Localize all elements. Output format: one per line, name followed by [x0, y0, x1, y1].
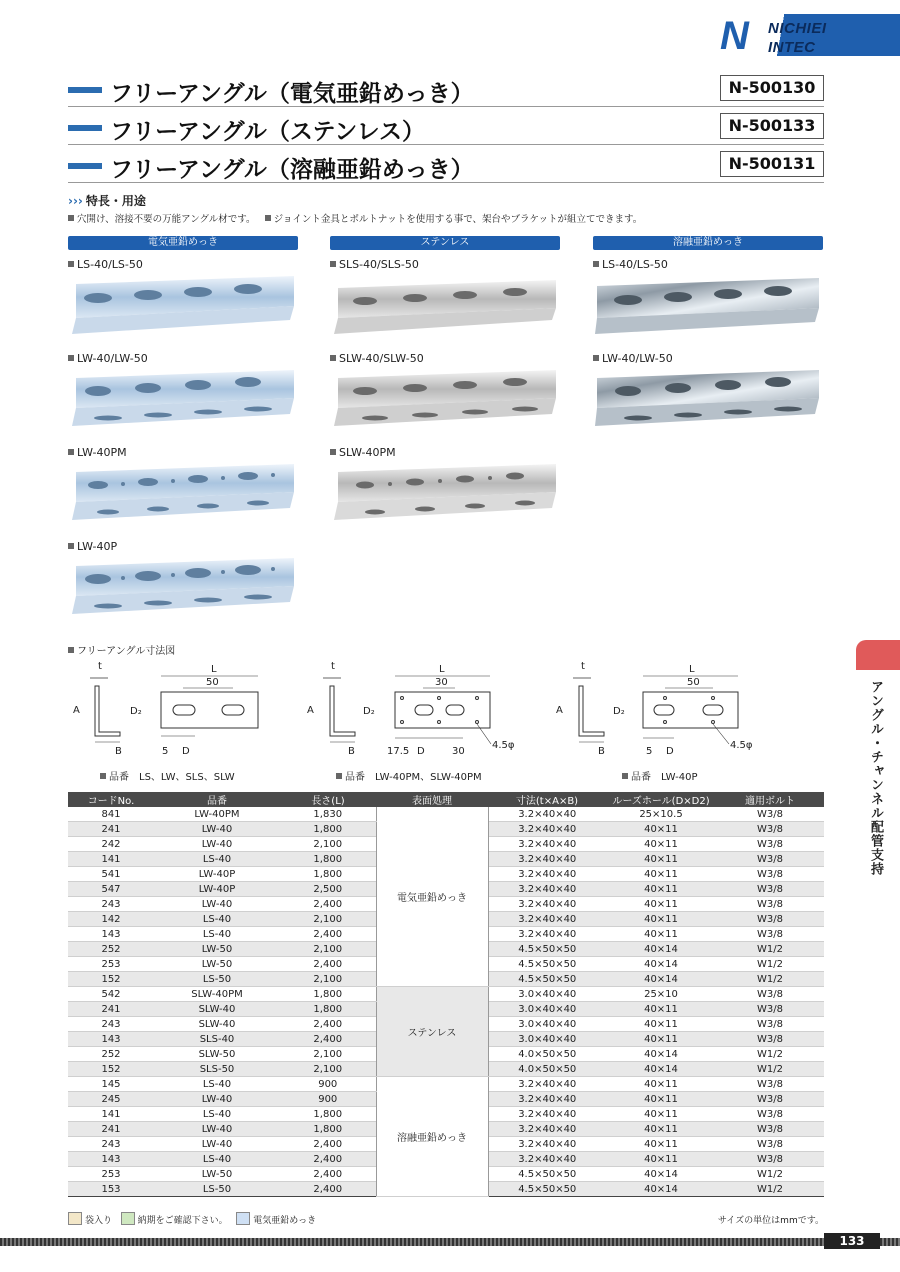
product-label: LS-40/LS-50 — [593, 258, 668, 271]
loose-hole-cell: 40×11 — [606, 837, 716, 852]
category-stainless: ステンレス — [330, 236, 560, 250]
size-cell: 3.2×40×40 — [488, 852, 606, 867]
catalog-code: N-500131 — [720, 151, 824, 177]
loose-hole-cell: 40×14 — [606, 1047, 716, 1062]
dim-label: 50 — [206, 677, 219, 688]
dim-label: B — [598, 746, 605, 757]
length-cell: 1,800 — [280, 867, 376, 882]
loose-hole-cell: 40×11 — [606, 1107, 716, 1122]
dim-label: L — [211, 664, 217, 675]
dim-label: B — [115, 746, 122, 757]
dimension-section-label: フリーアングル寸法図 — [68, 642, 175, 657]
part-number-cell: LS-40 — [154, 1077, 280, 1092]
code-cell: 243 — [68, 1017, 154, 1032]
bolt-cell: W3/8 — [716, 912, 824, 927]
bolt-cell: W1/2 — [716, 957, 824, 972]
footer-legend: 袋入り 納期をご確認下さい。 電気亜鉛めっき — [68, 1212, 316, 1226]
column-header: 品番 — [154, 792, 280, 807]
length-cell: 1,800 — [280, 1107, 376, 1122]
loose-hole-cell: 40×11 — [606, 1122, 716, 1137]
length-cell: 900 — [280, 1077, 376, 1092]
code-cell: 241 — [68, 1122, 154, 1137]
part-number-cell: LW-40PM — [154, 807, 280, 822]
dim-label: 5 — [646, 746, 653, 757]
part-number-cell: LS-40 — [154, 1107, 280, 1122]
dim-label: 30 — [435, 677, 448, 688]
size-cell: 3.2×40×40 — [488, 807, 606, 822]
code-cell: 152 — [68, 1062, 154, 1077]
dim-label: 17.5 — [387, 746, 410, 757]
side-tab-marker — [856, 640, 900, 670]
dim-label: D₂ — [363, 706, 375, 717]
finish-cell: 電気亜鉛めっき — [376, 807, 488, 987]
column-header: コードNo. — [68, 792, 154, 807]
length-cell: 2,400 — [280, 927, 376, 942]
length-cell: 1,800 — [280, 822, 376, 837]
bolt-cell: W3/8 — [716, 1152, 824, 1167]
size-cell: 3.0×40×40 — [488, 987, 606, 1002]
category-hot-dip-galvanized: 溶融亜鉛めっき — [593, 236, 823, 250]
column-header: ルーズホール(D×D2) — [606, 792, 716, 807]
code-cell: 245 — [68, 1092, 154, 1107]
bolt-cell: W3/8 — [716, 1002, 824, 1017]
loose-hole-cell: 40×11 — [606, 1017, 716, 1032]
angle-photo — [330, 274, 560, 336]
bolt-cell: W1/2 — [716, 1167, 824, 1182]
product-label: LW-40/LW-50 — [593, 352, 673, 365]
part-number-cell: SLS-40 — [154, 1032, 280, 1047]
part-number-cell: LW-40 — [154, 837, 280, 852]
size-cell: 4.5×50×50 — [488, 1167, 606, 1182]
bolt-cell: W3/8 — [716, 987, 824, 1002]
bolt-cell: W3/8 — [716, 897, 824, 912]
product-label: SLW-40PM — [330, 446, 396, 459]
dim-label: 4.5φ — [492, 740, 515, 751]
angle-photo — [68, 462, 298, 524]
bolt-cell: W3/8 — [716, 822, 824, 837]
code-cell: 841 — [68, 807, 154, 822]
loose-hole-cell: 40×14 — [606, 957, 716, 972]
code-cell: 541 — [68, 867, 154, 882]
bag-icon — [68, 1212, 82, 1225]
chevron-right-icon: ››› — [68, 194, 83, 208]
part-number-cell: SLW-40PM — [154, 987, 280, 1002]
loose-hole-cell: 40×11 — [606, 852, 716, 867]
side-tab-label: アングル・チャンネル配管支持 — [868, 680, 883, 876]
logo-line2: INTEC — [768, 39, 816, 56]
length-cell: 1,800 — [280, 1122, 376, 1137]
length-cell: 2,500 — [280, 882, 376, 897]
code-cell: 243 — [68, 1137, 154, 1152]
loose-hole-cell: 40×14 — [606, 942, 716, 957]
code-cell: 153 — [68, 1182, 154, 1197]
length-cell: 2,400 — [280, 1152, 376, 1167]
dim-label: D₂ — [613, 706, 625, 717]
length-cell: 1,830 — [280, 807, 376, 822]
size-cell: 3.2×40×40 — [488, 1092, 606, 1107]
size-cell: 4.5×50×50 — [488, 957, 606, 972]
dim-label: t — [98, 661, 102, 672]
title-row — [68, 74, 824, 107]
code-cell: 542 — [68, 987, 154, 1002]
title-row — [68, 112, 824, 145]
dimension-drawing-2 — [305, 658, 535, 758]
part-number-cell: LW-40P — [154, 882, 280, 897]
table-header-row — [68, 792, 824, 807]
length-cell: 1,800 — [280, 852, 376, 867]
loose-hole-cell: 25×10 — [606, 987, 716, 1002]
bolt-cell: W3/8 — [716, 1092, 824, 1107]
electro-galvanized-icon — [236, 1212, 250, 1225]
dim-label: A — [556, 705, 563, 716]
bolt-cell: W3/8 — [716, 1122, 824, 1137]
product-label: LW-40/LW-50 — [68, 352, 148, 365]
features-text — [68, 211, 642, 225]
loose-hole-cell: 40×14 — [606, 1167, 716, 1182]
check-icon — [121, 1212, 135, 1225]
angle-photo — [593, 368, 823, 430]
loose-hole-cell: 40×11 — [606, 897, 716, 912]
loose-hole-cell: 25×10.5 — [606, 807, 716, 822]
part-number-cell: SLS-50 — [154, 1062, 280, 1077]
footer-rule — [0, 1238, 900, 1246]
code-cell: 241 — [68, 822, 154, 837]
loose-hole-cell: 40×11 — [606, 1077, 716, 1092]
length-cell: 2,400 — [280, 1182, 376, 1197]
loose-hole-cell: 40×14 — [606, 972, 716, 987]
dim-label: 5 — [162, 746, 169, 757]
part-number-cell: LW-40 — [154, 822, 280, 837]
finish-cell: 溶融亜鉛めっき — [376, 1077, 488, 1197]
code-cell: 252 — [68, 1047, 154, 1062]
size-cell: 4.5×50×50 — [488, 972, 606, 987]
length-cell: 900 — [280, 1092, 376, 1107]
title-row — [68, 150, 824, 183]
code-cell: 143 — [68, 1152, 154, 1167]
size-cell: 4.5×50×50 — [488, 1182, 606, 1197]
bolt-cell: W3/8 — [716, 927, 824, 942]
part-number-cell: LW-50 — [154, 1167, 280, 1182]
code-cell: 145 — [68, 1077, 154, 1092]
part-number-cell: SLW-40 — [154, 1002, 280, 1017]
bolt-cell: W3/8 — [716, 837, 824, 852]
dim-label: 50 — [687, 677, 700, 688]
dim-label: t — [331, 661, 335, 672]
dim-label: D — [666, 746, 674, 757]
page-title: フリーアングル（溶融亜鉛めっき） — [110, 157, 474, 183]
product-label: LW-40P — [68, 540, 117, 553]
part-number-cell: LW-40 — [154, 1092, 280, 1107]
logo-mark: N — [720, 14, 749, 58]
loose-hole-cell: 40×11 — [606, 1137, 716, 1152]
length-cell: 2,100 — [280, 972, 376, 987]
code-cell: 253 — [68, 1167, 154, 1182]
part-number-cell: LW-50 — [154, 942, 280, 957]
features-heading: ››› 特長・用途 — [68, 194, 146, 208]
spec-table — [68, 792, 824, 1197]
loose-hole-cell: 40×11 — [606, 882, 716, 897]
bolt-cell: W1/2 — [716, 1182, 824, 1197]
size-cell: 3.2×40×40 — [488, 822, 606, 837]
code-cell: 547 — [68, 882, 154, 897]
code-cell: 253 — [68, 957, 154, 972]
code-cell: 243 — [68, 897, 154, 912]
code-cell: 143 — [68, 1032, 154, 1047]
bolt-cell: W3/8 — [716, 1137, 824, 1152]
dim-label: D — [417, 746, 425, 757]
size-cell: 3.2×40×40 — [488, 912, 606, 927]
part-number-cell: LS-50 — [154, 972, 280, 987]
part-number-cell: LS-40 — [154, 852, 280, 867]
column-header: 長さ(L) — [280, 792, 376, 807]
column-header: 表面処理 — [376, 792, 488, 807]
angle-photo — [68, 274, 298, 336]
bolt-cell: W3/8 — [716, 852, 824, 867]
bolt-cell: W3/8 — [716, 807, 824, 822]
bolt-cell: W3/8 — [716, 867, 824, 882]
dim-label: 30 — [452, 746, 465, 757]
angle-photo — [330, 462, 560, 524]
length-cell: 2,400 — [280, 1017, 376, 1032]
angle-photo — [68, 556, 298, 618]
part-number-cell: LS-40 — [154, 1152, 280, 1167]
length-cell: 2,100 — [280, 942, 376, 957]
size-cell: 3.2×40×40 — [488, 882, 606, 897]
bolt-cell: W3/8 — [716, 1107, 824, 1122]
product-label: LS-40/LS-50 — [68, 258, 143, 271]
length-cell: 1,800 — [280, 987, 376, 1002]
part-number-cell: SLW-40 — [154, 1017, 280, 1032]
code-cell: 143 — [68, 927, 154, 942]
part-number-cell: LS-50 — [154, 1182, 280, 1197]
catalog-code: N-500133 — [720, 113, 824, 139]
code-cell: 152 — [68, 972, 154, 987]
code-cell: 141 — [68, 852, 154, 867]
length-cell: 2,100 — [280, 1062, 376, 1077]
angle-photo — [330, 368, 560, 430]
size-cell: 3.2×40×40 — [488, 897, 606, 912]
page-number: 133 — [824, 1233, 880, 1249]
brand-logo — [718, 14, 900, 56]
length-cell: 2,100 — [280, 837, 376, 852]
size-cell: 3.0×40×40 — [488, 1002, 606, 1017]
bolt-cell: W1/2 — [716, 942, 824, 957]
loose-hole-cell: 40×11 — [606, 1152, 716, 1167]
length-cell: 2,400 — [280, 957, 376, 972]
size-cell: 4.0×50×50 — [488, 1062, 606, 1077]
loose-hole-cell: 40×11 — [606, 1032, 716, 1047]
length-cell: 2,400 — [280, 1167, 376, 1182]
dimension-drawing-3 — [553, 658, 783, 758]
dim-label: D₂ — [130, 706, 142, 717]
category-electro-galvanized: 電気亜鉛めっき — [68, 236, 298, 250]
length-cell: 1,800 — [280, 1002, 376, 1017]
table-row — [68, 987, 824, 1002]
bolt-cell: W3/8 — [716, 882, 824, 897]
size-cell: 3.2×40×40 — [488, 1077, 606, 1092]
bolt-cell: W3/8 — [716, 1032, 824, 1047]
size-cell: 3.2×40×40 — [488, 927, 606, 942]
code-cell: 141 — [68, 1107, 154, 1122]
table-row — [68, 807, 824, 822]
part-number-cell: LW-40P — [154, 867, 280, 882]
part-number-note: 品番 LS、LW、SLS、SLW — [100, 768, 235, 783]
size-cell: 4.0×50×50 — [488, 1047, 606, 1062]
part-number-cell: LW-40 — [154, 897, 280, 912]
dim-label: B — [348, 746, 355, 757]
unit-note: サイズの単位はmmです。 — [717, 1216, 824, 1226]
loose-hole-cell: 40×11 — [606, 822, 716, 837]
catalog-code: N-500130 — [720, 75, 824, 101]
dim-label: 4.5φ — [730, 740, 753, 751]
page-title: フリーアングル（ステンレス） — [110, 119, 425, 145]
column-header: 寸法(t×A×B) — [488, 792, 606, 807]
part-number-note: 品番 LW-40P — [622, 768, 698, 783]
part-number-cell: LS-40 — [154, 912, 280, 927]
code-cell: 252 — [68, 942, 154, 957]
table-row — [68, 1077, 824, 1092]
size-cell: 3.2×40×40 — [488, 1152, 606, 1167]
product-label: LW-40PM — [68, 446, 127, 459]
angle-photo — [68, 368, 298, 430]
bolt-cell: W3/8 — [716, 1017, 824, 1032]
dim-label: A — [307, 705, 314, 716]
feature-item: 穴開け、溶接不要の万能アングル材です。 — [77, 214, 256, 225]
page-title: フリーアングル（電気亜鉛めっき） — [110, 81, 474, 107]
part-number-cell: LW-50 — [154, 957, 280, 972]
code-cell: 142 — [68, 912, 154, 927]
length-cell: 2,100 — [280, 912, 376, 927]
length-cell: 2,400 — [280, 897, 376, 912]
bolt-cell: W1/2 — [716, 972, 824, 987]
loose-hole-cell: 40×14 — [606, 1062, 716, 1077]
loose-hole-cell: 40×11 — [606, 927, 716, 942]
size-cell: 4.5×50×50 — [488, 942, 606, 957]
product-label: SLW-40/SLW-50 — [330, 352, 424, 365]
size-cell: 3.0×40×40 — [488, 1017, 606, 1032]
part-number-cell: LW-40 — [154, 1137, 280, 1152]
size-cell: 3.2×40×40 — [488, 1137, 606, 1152]
dim-label: A — [73, 705, 80, 716]
dimension-drawing-1 — [68, 658, 278, 758]
code-cell: 242 — [68, 837, 154, 852]
feature-item: ジョイント金具とボルトナットを使用する事で、架台やブラケットが組立てできます。 — [273, 214, 643, 225]
dim-label: L — [689, 664, 695, 675]
size-cell: 3.2×40×40 — [488, 867, 606, 882]
length-cell: 2,400 — [280, 1137, 376, 1152]
part-number-cell: LS-40 — [154, 927, 280, 942]
part-number-note: 品番 LW-40PM、SLW-40PM — [336, 768, 482, 783]
loose-hole-cell: 40×11 — [606, 1092, 716, 1107]
part-number-cell: LW-40 — [154, 1122, 280, 1137]
length-cell: 2,400 — [280, 1032, 376, 1047]
bolt-cell: W3/8 — [716, 1077, 824, 1092]
logo-line1: NICHIEI — [768, 20, 827, 37]
column-header: 適用ボルト — [716, 792, 824, 807]
dim-label: D — [182, 746, 190, 757]
size-cell: 3.2×40×40 — [488, 1122, 606, 1137]
bolt-cell: W1/2 — [716, 1047, 824, 1062]
angle-photo — [593, 274, 823, 336]
loose-hole-cell: 40×11 — [606, 867, 716, 882]
size-cell: 3.2×40×40 — [488, 1107, 606, 1122]
size-cell: 3.2×40×40 — [488, 837, 606, 852]
dim-label: L — [439, 664, 445, 675]
length-cell: 2,100 — [280, 1047, 376, 1062]
finish-cell: ステンレス — [376, 987, 488, 1077]
dim-label: t — [581, 661, 585, 672]
size-cell: 3.0×40×40 — [488, 1032, 606, 1047]
bolt-cell: W1/2 — [716, 1062, 824, 1077]
loose-hole-cell: 40×14 — [606, 1182, 716, 1197]
part-number-cell: SLW-50 — [154, 1047, 280, 1062]
loose-hole-cell: 40×11 — [606, 1002, 716, 1017]
loose-hole-cell: 40×11 — [606, 912, 716, 927]
product-label: SLS-40/SLS-50 — [330, 258, 419, 271]
code-cell: 241 — [68, 1002, 154, 1017]
